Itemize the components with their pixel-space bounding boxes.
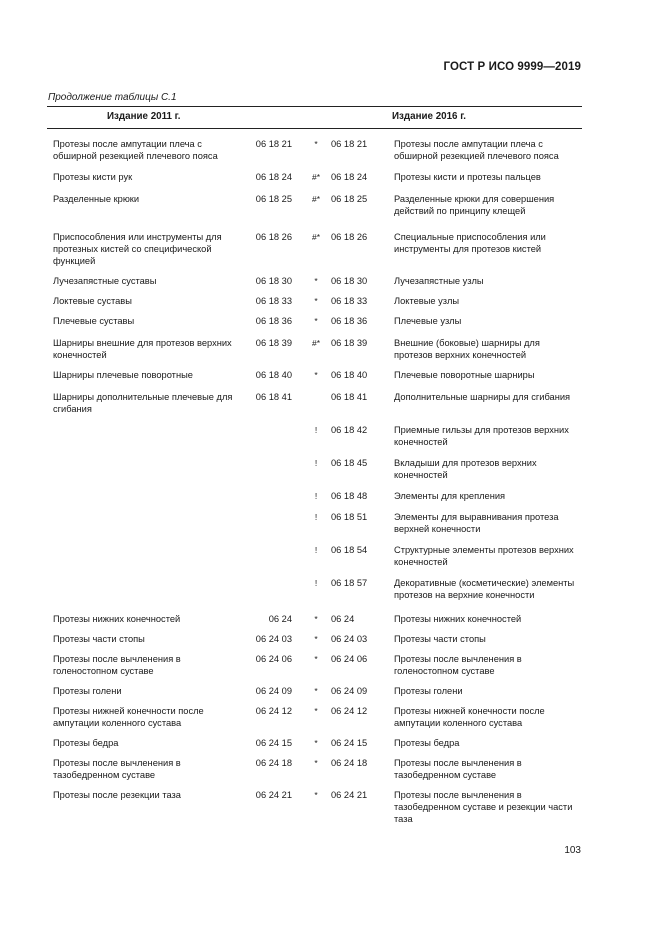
old-code-cell: 06 18 25 [255,194,292,204]
old-name-cell: Протезы голени [53,686,122,696]
new-code-cell: 06 18 57 [331,578,368,588]
new-name-cell: Элементы для крепления [394,491,506,501]
table-row [47,542,582,570]
new-code-cell: 06 18 54 [331,545,368,555]
new-name-cell: Протезы нижней конечности после ампутации коленного сустава [394,706,545,728]
change-mark-cell: * [314,634,318,644]
old-code-cell: 06 18 36 [255,316,292,326]
change-mark-cell: * [314,654,318,664]
page-number: 103 [564,845,581,856]
new-code-cell: 06 18 45 [331,458,368,468]
new-code-cell: 06 18 51 [331,512,368,522]
new-name-cell: Протезы бедра [394,738,460,748]
change-mark-cell: #* [311,194,321,204]
change-mark-cell: ! [314,425,318,435]
old-code-cell: 06 18 40 [255,370,292,380]
table-row [47,611,582,627]
new-name-cell: Плечевые узлы [394,316,462,326]
new-name-cell: Лучезапястные узлы [394,276,484,286]
old-name-cell: Протезы части стопы [53,634,145,644]
old-name-cell: Приспособления или инструменты для протезных кистей со специфической функцией [53,232,222,266]
table-row [47,273,582,289]
new-code-cell: 06 18 36 [331,316,368,326]
new-code-cell: 06 18 26 [331,232,368,242]
old-name-cell: Протезы нижней конечности после ампутации коленного сустава [53,706,204,728]
new-name-cell: Протезы голени [394,686,463,696]
new-name-cell: Протезы после вычленения в голеностопном суставе [394,654,522,676]
old-name-cell: Разделенные крюки [53,194,140,204]
old-code-cell: 06 18 33 [255,296,292,306]
standard-header: ГОСТ Р ИСО 9999—2019 [443,61,581,73]
new-name-cell: Специальные приспособления или инструменты для протезов кистей [394,232,546,254]
old-code-cell: 06 18 24 [255,172,292,182]
change-mark-cell: * [314,758,318,768]
old-code-cell: 06 24 03 [255,634,292,644]
new-name-cell: Приемные гильзы для протезов верхних конечностей [394,425,569,447]
new-code-cell: 06 24 18 [331,758,368,768]
table-row [47,575,582,603]
new-name-cell: Декоративные (косметические) элементы протезов на верхние конечности [394,578,575,600]
new-name-cell: Протезы после вычленения в тазобедренном суставе и резекции части таза [394,790,573,824]
table-row [47,367,582,383]
old-name-cell: Протезы бедра [53,738,119,748]
table-row [47,389,582,417]
change-mark-cell: ! [314,458,318,468]
old-code-cell: 06 24 06 [255,654,292,664]
change-mark-cell: #* [311,172,321,182]
change-mark-cell: ! [314,512,318,522]
table-row [47,651,582,679]
change-mark-cell: * [314,790,318,800]
old-name-cell: Протезы после резекции таза [53,790,181,800]
new-name-cell: Структурные элементы протезов верхних конечностей [394,545,574,567]
new-name-cell: Протезы после вычленения в тазобедренном суставе [394,758,522,780]
new-name-cell: Протезы нижних конечностей [394,614,522,624]
new-code-cell: 06 18 39 [331,338,368,348]
old-code-cell: 06 24 21 [255,790,292,800]
change-mark-cell: * [314,370,318,380]
comparison-table [47,106,582,827]
change-mark-cell: * [314,139,318,149]
old-code-cell: 06 24 15 [255,738,292,748]
new-name-cell: Протезы части стопы [394,634,486,644]
change-mark-cell: * [314,738,318,748]
new-code-cell: 06 18 33 [331,296,368,306]
old-code-cell: 06 18 30 [255,276,292,286]
old-name-cell: Локтевые суставы [53,296,132,306]
new-code-cell: 06 18 41 [331,392,368,402]
new-name-cell: Протезы после ампутации плеча с обширной резекцией плечевого пояса [394,139,559,161]
old-code-cell: 06 24 [268,614,292,624]
change-mark-cell: * [314,316,318,326]
table-row [47,488,582,504]
new-code-cell: 06 24 03 [331,634,368,644]
table-header [47,106,582,129]
old-name-cell: Протезы после вычленения в голеностопном суставе [53,654,181,676]
new-name-cell: Протезы кисти и протезы пальцев [394,172,541,182]
table-row [47,313,582,329]
change-mark-cell: * [314,614,318,624]
old-name-cell: Плечевые суставы [53,316,135,326]
table-row [47,509,582,537]
table-body [47,129,582,827]
new-code-cell: 06 24 [331,614,355,624]
new-code-cell: 06 18 48 [331,491,368,501]
column-header-2011: Издание 2011 г. [107,111,181,122]
old-code-cell: 06 24 18 [255,758,292,768]
old-name-cell: Протезы после вычленения в тазобедренном суставе [53,758,181,780]
change-mark-cell: ! [314,491,318,501]
change-mark-cell: * [314,686,318,696]
old-name-cell: Протезы кисти рук [53,172,133,182]
table-row [47,169,582,185]
table-row [47,703,582,731]
new-code-cell: 06 24 06 [331,654,368,664]
new-name-cell: Дополнительные шарниры для сгибания [394,392,571,402]
new-name-cell: Вкладыши для протезов верхних конечностей [394,458,537,480]
change-mark-cell: * [314,276,318,286]
table-row [47,293,582,309]
table-row [47,229,582,269]
table-row [47,631,582,647]
table-caption: Продолжение таблицы С.1 [48,92,177,103]
table-row [47,136,582,164]
table-row [47,755,582,783]
table-row [47,455,582,483]
old-name-cell: Протезы нижних конечностей [53,614,181,624]
old-code-cell: 06 18 26 [255,232,292,242]
old-code-cell: 06 18 39 [255,338,292,348]
change-mark-cell: * [314,706,318,716]
change-mark-cell: ! [314,545,318,555]
old-code-cell: 06 18 21 [255,139,292,149]
table-row [47,191,582,219]
new-code-cell: 06 18 40 [331,370,368,380]
change-mark-cell: #* [311,232,321,242]
new-code-cell: 06 18 24 [331,172,368,182]
new-code-cell: 06 18 42 [331,425,368,435]
old-name-cell: Шарниры дополнительные плечевые для сгибания [53,392,233,414]
new-code-cell: 06 24 09 [331,686,368,696]
old-name-cell: Шарниры внешние для протезов верхних конечностей [53,338,232,360]
old-code-cell: 06 24 09 [255,686,292,696]
table-row [47,735,582,751]
change-mark-cell: ! [314,578,318,588]
old-name-cell: Шарниры плечевые поворотные [53,370,193,380]
new-name-cell: Элементы для выравнивания протеза верхней конечности [394,512,559,534]
old-name-cell: Лучезапястные суставы [53,276,157,286]
new-code-cell: 06 24 15 [331,738,368,748]
change-mark-cell: #* [311,338,321,348]
table-row [47,787,582,827]
new-code-cell: 06 24 12 [331,706,368,716]
new-code-cell: 06 18 21 [331,139,368,149]
table-row [47,683,582,699]
old-name-cell: Протезы после ампутации плеча с обширной резекцией плечевого пояса [53,139,218,161]
new-name-cell: Внешние (боковые) шарниры для протезов верхних конечностей [394,338,540,360]
new-name-cell: Локтевые узлы [394,296,460,306]
column-header-2016: Издание 2016 г. [392,111,467,122]
old-code-cell: 06 18 41 [255,392,292,402]
new-code-cell: 06 18 30 [331,276,368,286]
new-name-cell: Разделенные крюки для совершения действий по принципу клещей [394,194,555,216]
new-code-cell: 06 18 25 [331,194,368,204]
new-code-cell: 06 24 21 [331,790,368,800]
new-name-cell: Плечевые поворотные шарниры [394,370,535,380]
table-row [47,422,582,450]
old-code-cell: 06 24 12 [255,706,292,716]
change-mark-cell: * [314,296,318,306]
table-row [47,335,582,363]
